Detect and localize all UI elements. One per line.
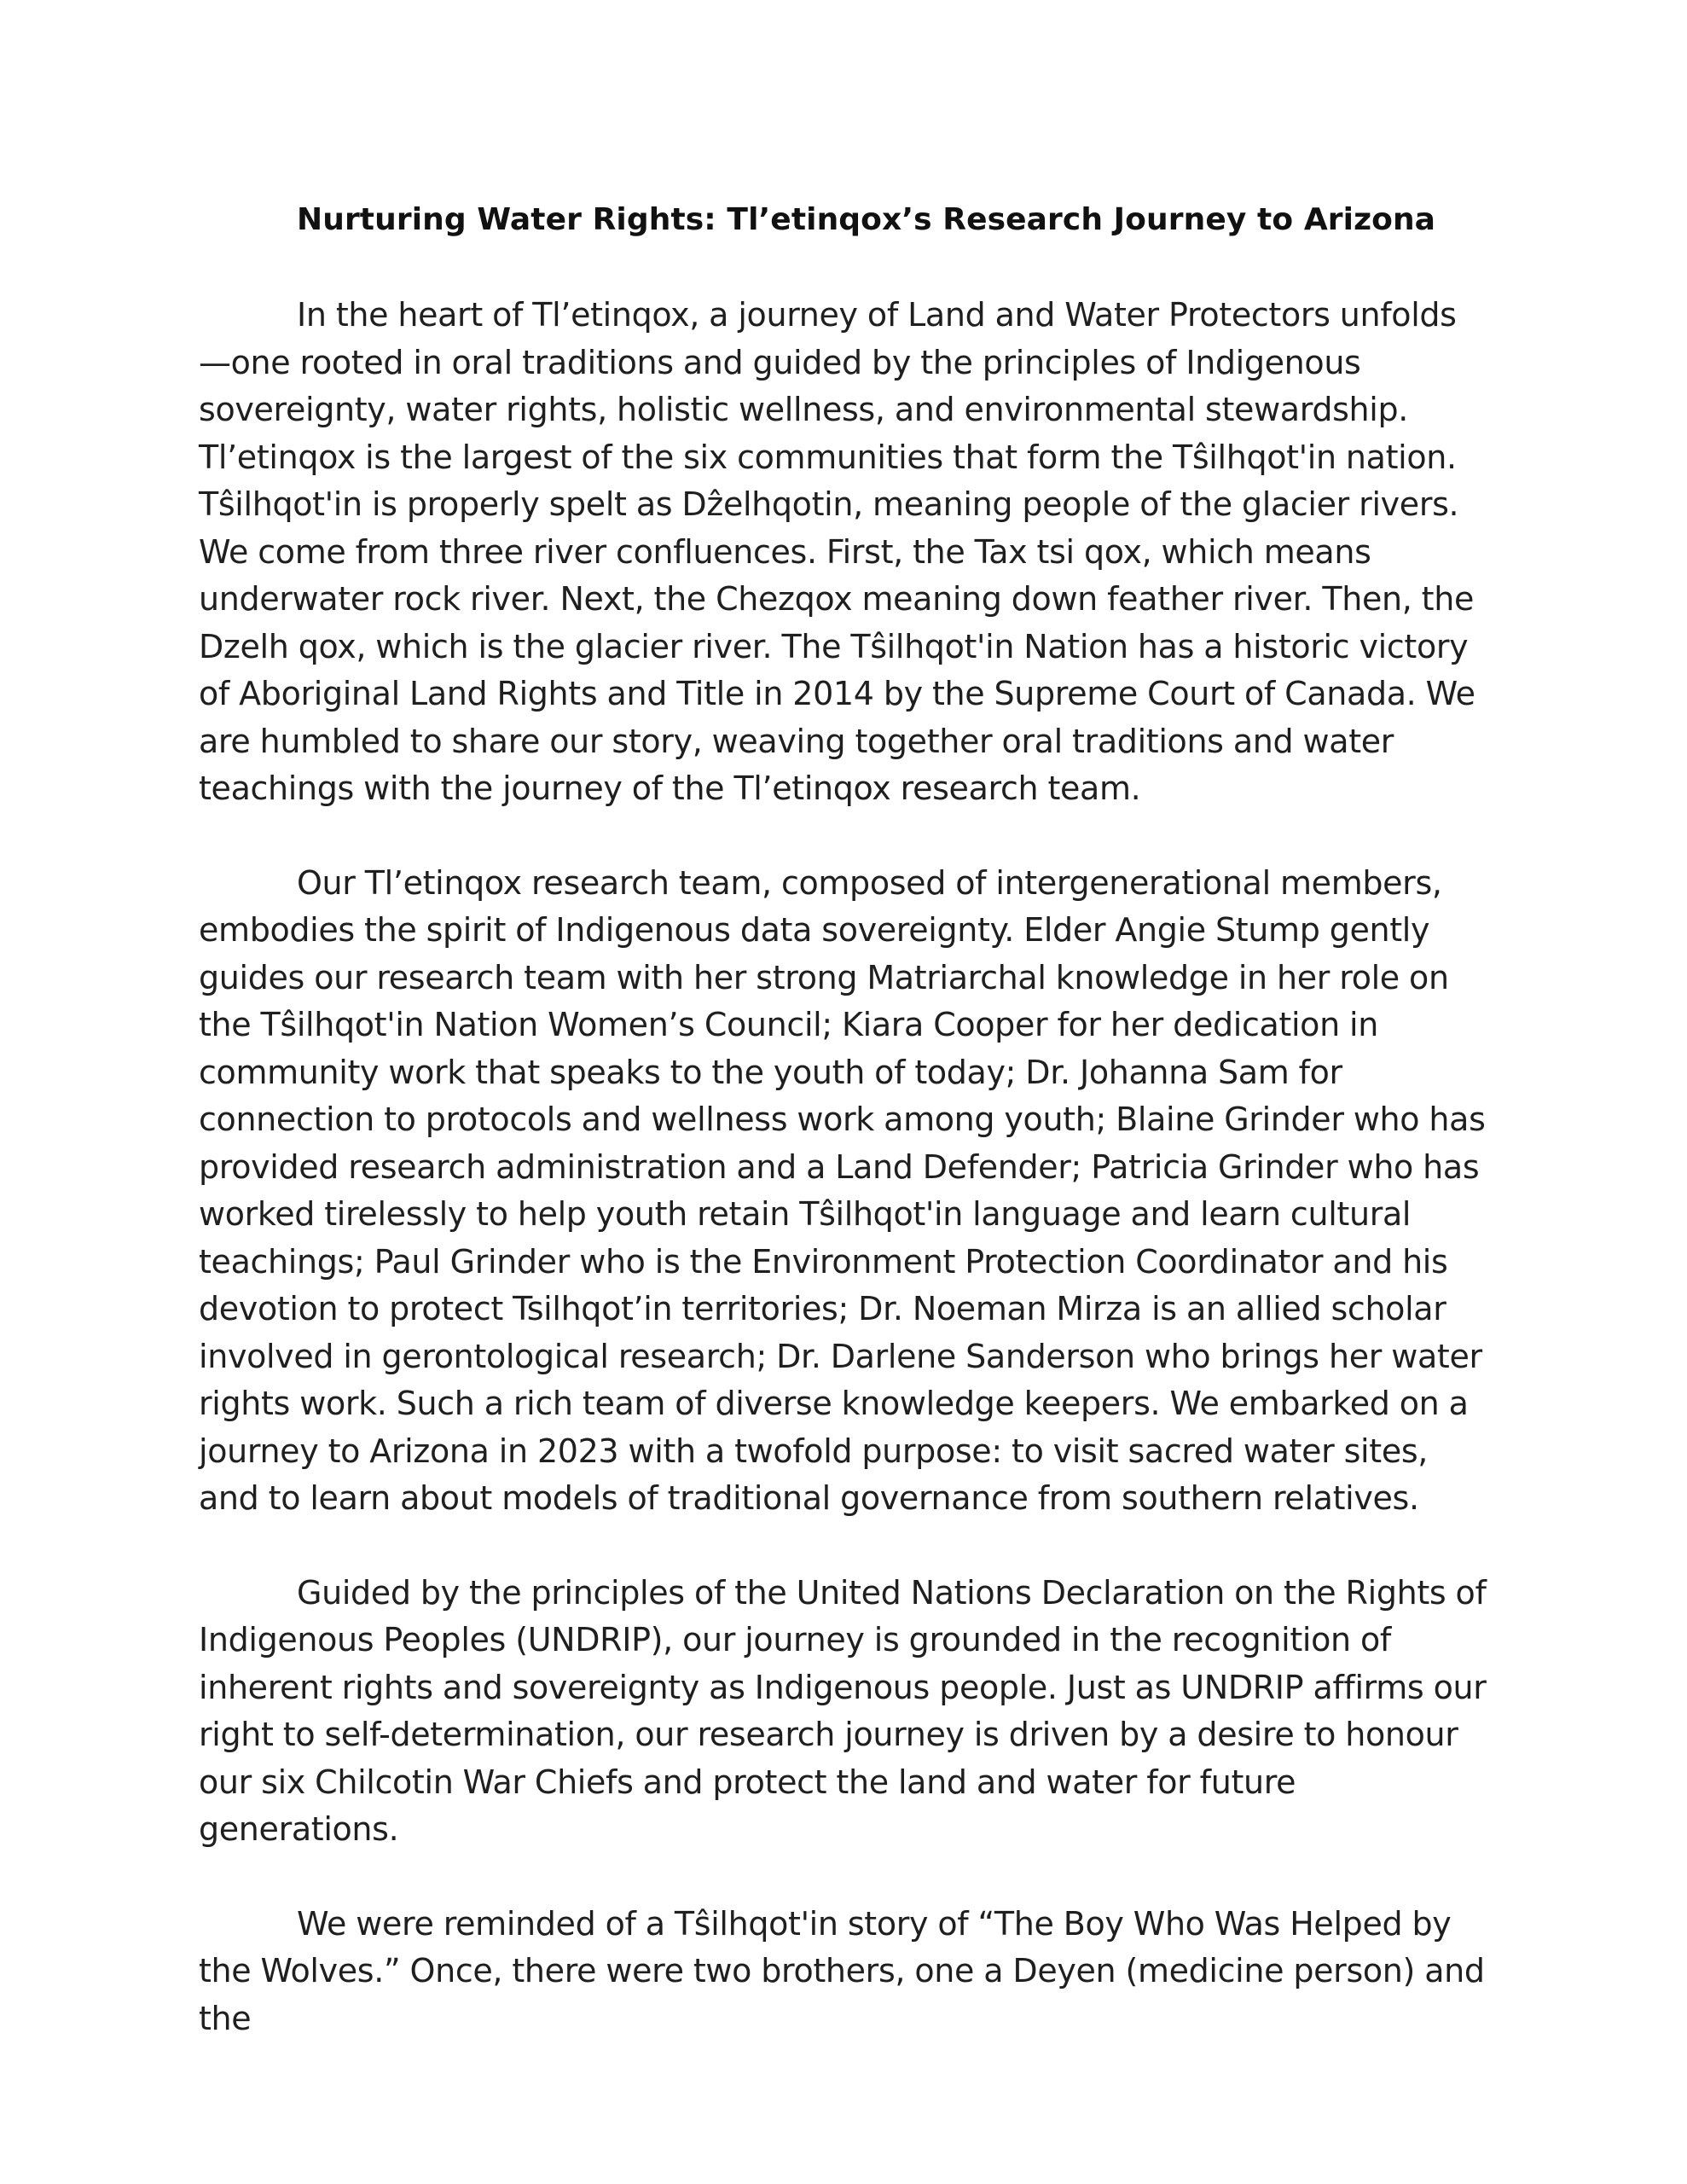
paragraph-intro: In the heart of Tl’etinqox, a journey of Land and Water Protectors unfolds —one rooted in oral traditions and guided by the principles of Indigenous sovereignty, water rights, holistic wellness, and environmental stewardship. Tl’etinqox is the largest of the six communities that form the Tŝilhqot'in nation. Tŝilhqot'in is properly spelt as Dẑelhqotin, meaning people of the glacier rivers. We come from three river confluences. First, the Tax tsi qox, which means underwater rock river. Next, the Chezqox meaning down feather river. Then, the Dzelh qox, which is the glacier river. The Tŝilhqot'in Nation has a historic victory of Aboriginal Land Rights and Title in 2014 by the Supreme Court of Canada. We are humbled to share our story, weaving together oral traditions and water teachings with the journey of the Tl’etinqox research team. [199,296,1475,807]
paragraph-undrip: Guided by the principles of the United Nations Declaration on the Rights of Indigenous Peoples (UNDRIP), our journey is grounded in the recognition of inherent rights and sovereignty as Indigenous people. Just as UNDRIP affirms our right to self-determination, our research journey is driven by a desire to honour our six Chilcotin War Chiefs and protect the land and water for future generations. [199,1573,1487,1848]
paragraph-wolves-story: We were reminded of a Tŝilhqot'in story of “The Boy Who Was Helped by the Wolves.” Once, there were two brothers, one a Deyen (medicine person) and the [199,1904,1485,2037]
document-title: Nurturing Water Rights: Tl’etinqox’s Research Journey to Arizona [297,202,1436,237]
paragraph-research-team: Our Tl’etinqox research team, composed of intergenerational members, embodies the spirit of Indigenous data sovereignty. Elder Angie Stump gently guides our research team with her strong Matriarchal knowledge in her role on the Tŝilhqot'in Nation Women’s Council; Kiara Cooper for her dedication in community work that speaks to the youth of today; Dr. Johanna Sam for connection to protocols and wellness work among youth; Blaine Grinder who has provided research administration and a Land Defender; Patricia Grinder who has worked tirelessly to help youth retain Tŝilhqot'in language and learn cultural teachings; Paul Grinder who is the Environment Protection Coordinator and his devotion to protect Tsilhqot’in territories; Dr. Noeman Mirza is an allied scholar involved in gerontological research; Dr. Darlene Sanderson who brings her water rights work. Such a rich team of diverse knowledge keepers. We embarked on a journey to Arizona in 2023 with a twofold purpose: to visit sacred water sites, and to learn about models of traditional governance from southern relatives. [199,863,1486,1517]
document-page [199,196,1491,2042]
